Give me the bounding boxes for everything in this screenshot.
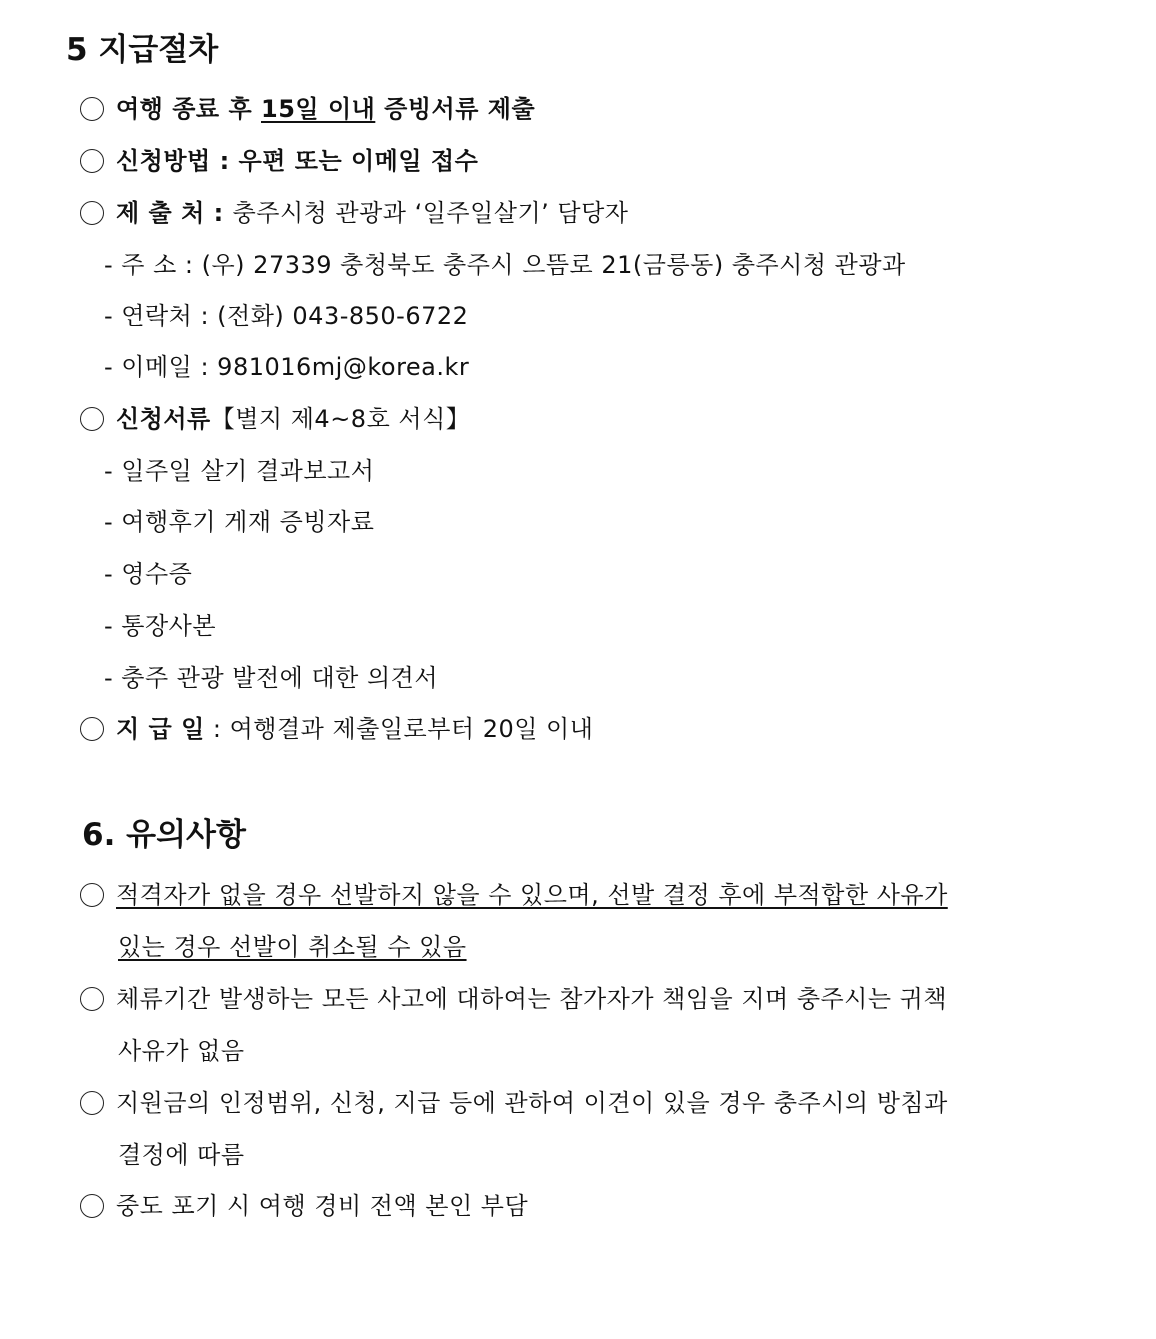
item-application-method: 신청방법 : 우편 또는 이메일 접수	[80, 144, 478, 178]
section-6-title: 6. 유의사항	[82, 817, 246, 853]
submission-place-value: 충주시청 관광과 ‘일주일살기’ 담당자	[232, 199, 629, 227]
doc-item: - 여행후기 게재 증빙자료	[104, 508, 375, 536]
email-line: - 이메일 : 981016mj@korea.kr	[104, 353, 470, 381]
submission-place-label: 제 출 처	[116, 199, 205, 227]
phone-line: - 연락처 : (전화) 043-850-6722	[104, 302, 469, 330]
circle-bullet-icon	[80, 97, 104, 121]
deadline-underlined: 15일 이내	[261, 95, 376, 123]
doc-item: - 통장사본	[104, 612, 217, 640]
circle-bullet-icon	[80, 987, 104, 1011]
section-5-title: 5 지급절차	[66, 32, 219, 68]
application-docs-label: 신청서류	[116, 405, 211, 433]
address-line: - 주 소 : (우) 27339 충청북도 충주시 으뜸로 21(금릉동) 충주시청 관광과	[104, 251, 906, 279]
circle-bullet-icon	[80, 717, 104, 741]
item-submit-deadline: 여행 종료 후 15일 이내 증빙서류 제출	[80, 92, 535, 126]
note-2-line-2: 사유가 없음	[118, 1037, 245, 1065]
circle-bullet-icon	[80, 149, 104, 173]
note-3-line-2: 결정에 따름	[118, 1141, 245, 1169]
item-submission-place: 제 출 처 : 충주시청 관광과 ‘일주일살기’ 담당자	[80, 196, 628, 230]
item-payment-date: 지 급 일 : 여행결과 제출일로부터 20일 이내	[80, 712, 593, 746]
circle-bullet-icon	[80, 883, 104, 907]
note-2-line-1: 체류기간 발생하는 모든 사고에 대하여는 참가자가 책임을 지며 충주시는 귀책	[80, 982, 947, 1016]
note-4: 중도 포기 시 여행 경비 전액 본인 부담	[80, 1189, 528, 1223]
circle-bullet-icon	[80, 201, 104, 225]
doc-item: - 충주 관광 발전에 대한 의견서	[104, 664, 439, 692]
payment-date-label: 지 급 일	[116, 715, 205, 743]
note-1-line-1: 적격자가 없을 경우 선발하지 않을 수 있으며, 선발 결정 후에 부적합한 사유가	[80, 878, 948, 912]
circle-bullet-icon	[80, 407, 104, 431]
doc-item: - 일주일 살기 결과보고서	[104, 457, 375, 485]
item-application-docs	[80, 402, 470, 436]
circle-bullet-icon	[80, 1091, 104, 1115]
note-1-line-2: 있는 경우 선발이 취소될 수 있음	[118, 933, 467, 961]
note-3-line-1: 지원금의 인정범위, 신청, 지급 등에 관하여 이견이 있을 경우 충주시의 방침과	[80, 1086, 948, 1120]
circle-bullet-icon	[80, 1194, 104, 1218]
doc-item: - 영수증	[104, 560, 193, 588]
application-docs-form: 【별지 제4~8호 서식】	[210, 405, 471, 433]
payment-date-value: 여행결과 제출일로부터 20일 이내	[229, 715, 594, 743]
